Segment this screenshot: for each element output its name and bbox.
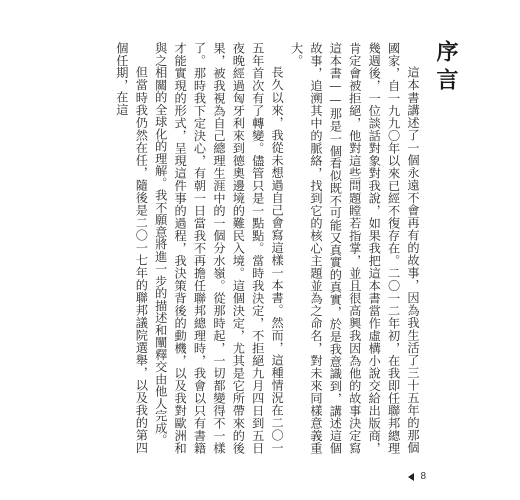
chapter-title: 序言 [433, 40, 459, 96]
paragraph: 長久以來，我從未想過自己會寫這樣一本書。然而，這種情況在二〇一五年首次有了轉變。儘管只是一點點。當時我決定，不拒絕九月四日到五日夜晚經過匈牙利來到德奧邊境的難民入境。這個決定，尤其是它所帶來的後果，被我視為自己總理生涯中的一個分水嶺。從那時起，一切都變得不一樣了。那時我下定決心，有朝一日當我不再擔任聯邦總理時，我會以只有書籍才能實現的形式，呈現這件事的過程，我決策背後的動機，以及我對歐洲和與之相關的全球化的理解。我不願意將進一步的描述和闡釋交由他人完成。 [153, 42, 285, 454]
paragraph: 這本書講述了一個永遠不會再有的故事，因為我生活了三十五年的那個國家，自一九九〇年以來已經不復存在。二〇一二年初，在我即任聯邦總理幾週後，一位談話對象對我說，如果我把這本書當作虛構小說交給出版商，肯定會被拒絕，他對這些問題瞠若指掌，並且很高興我因為他的故事決定寫這本書——那是一個看似既不可能又真實的真實，於是我意識到，講述這個故事，追溯其中的脈絡，找到它的核心主題並為之命名，對未來同樣意義重大。 [289, 42, 420, 454]
body-text [42, 42, 422, 454]
page-number: 8 [420, 471, 426, 482]
page-marker-icon [408, 473, 414, 481]
page-footer [408, 471, 426, 482]
paragraph: 但當時我仍然在任，隨後是二〇一七年的聯邦議院選舉，以及我的第四個任期，在這 [114, 42, 149, 454]
